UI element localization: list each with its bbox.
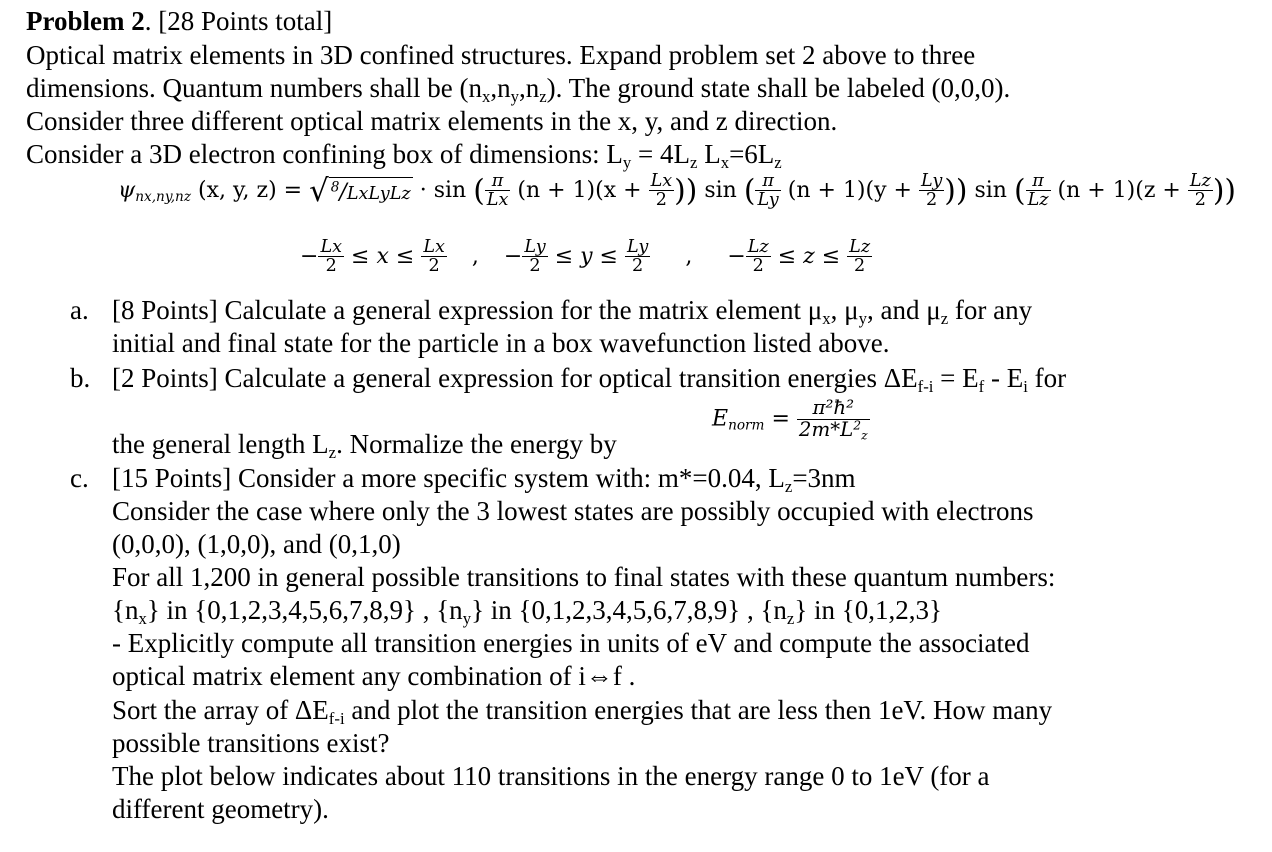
item-b-label: b. <box>70 363 91 393</box>
item-a-line-1: [8 Points] Calculate a general expression for the matrix element $\mu_x$, $\mu_y$, and $\mu_z$ for any <box>112 295 1033 329</box>
item-c-line-6: - Explicitly compute all transition energies in units of eV and compute the associated <box>112 628 1030 658</box>
item-c-line-7: optical matrix element any combination of i⇔f . <box>112 661 636 691</box>
item-c-line-1: [15 Points] Consider a more specific system with: m*=0.04, $L_z=3nm$ <box>112 463 856 497</box>
item-a-line-2: initial and final state for the particle in a box wavefunction listed above. <box>112 328 890 358</box>
item-c-line-5: $\{n_x\}$ in {0,1,2,3,4,5,6,7,8,9} , $\{n_y\}$ in {0,1,2,3,4,5,6,7,8,9} , $\{n_z\}$ in {0,1,2,3} <box>112 595 942 629</box>
item-c-line-2: Consider the case where only the 3 lowest states are possibly occupied with electrons <box>112 496 1034 526</box>
problem-heading: Problem 2. [28 Points total] <box>26 6 333 36</box>
item-c-line-10: The plot below indicates about 110 transitions in the energy range 0 to 1eV (for a <box>112 761 990 791</box>
item-c-line-11: different geometry). <box>112 794 329 824</box>
intro-line-4: Consider a 3D electron confining box of dimensions: $L_y = 4L_z$ $L_x=6L_z$ <box>26 139 782 173</box>
intro-line-2: dimensions. Quantum numbers shall be $(n_x,n_y,n_z)$. The ground state shall be labeled (0,0,0). <box>26 73 1011 107</box>
problem-number: Problem 2 <box>26 6 145 36</box>
item-c-line-3: (0,0,0), (1,0,0), and (0,1,0) <box>112 529 401 559</box>
item-c-line-8: Sort the array of $\Delta E_{f-i}$ and plot the transition energies that are less then 1eV. How many <box>112 695 1053 729</box>
item-c-line-9: possible transitions exist? <box>112 728 390 758</box>
item-a-label: a. <box>70 295 89 325</box>
intro-line-1: Optical matrix elements in 3D confined structures. Expand problem set 2 above to three <box>26 40 976 70</box>
bounds-equation: − $\frac{Lx}{2}$ ≤ x ≤ $\frac{Lx}{2}$ , − $\frac{Ly}{2}$ ≤ y ≤ $\frac{Ly}{2}$ , − $\frac{Lz}{2}$ ≤ z ≤ $\frac{Lz}{2}$ <box>300 237 871 277</box>
problem-points: [28 Points total] <box>158 6 333 36</box>
item-c-label: c. <box>70 463 89 493</box>
intro-line-3: Consider three different optical matrix elements in the x, y, and z direction. <box>26 106 838 136</box>
item-c-line-4: For all 1,200 in general possible transitions to final states with these quantum numbers: <box>112 562 1056 592</box>
wavefunction-equation: $\psi_{nx,ny,nz}$ (x, y, z) = √ $^8$/LxLyLz · sin ( $\frac{\pi}{Lx}$ (n + 1)(x + $\frac{Lx}{2}$ )) sin ( $\frac{\pi}{Ly}$ (n + 1)(y + $\frac{Ly}{2}$ )) sin ( $\frac{\pi}{Lz}$ (n + 1)(z + $\frac{Lz}{2}$ )) <box>118 171 1236 211</box>
energy-normalization-formula: $E_{norm}$ = $\frac{\text{π²ħ²}}{2m*L^2_z}$ <box>712 396 868 443</box>
item-b-line-2: the general length $L_z$. Normalize the energy by <box>112 429 617 463</box>
item-b-line-1: [2 Points] Calculate a general expression for optical transition energies $\Delta E_{f-i} = E_f - E_i$ for <box>112 363 1067 397</box>
